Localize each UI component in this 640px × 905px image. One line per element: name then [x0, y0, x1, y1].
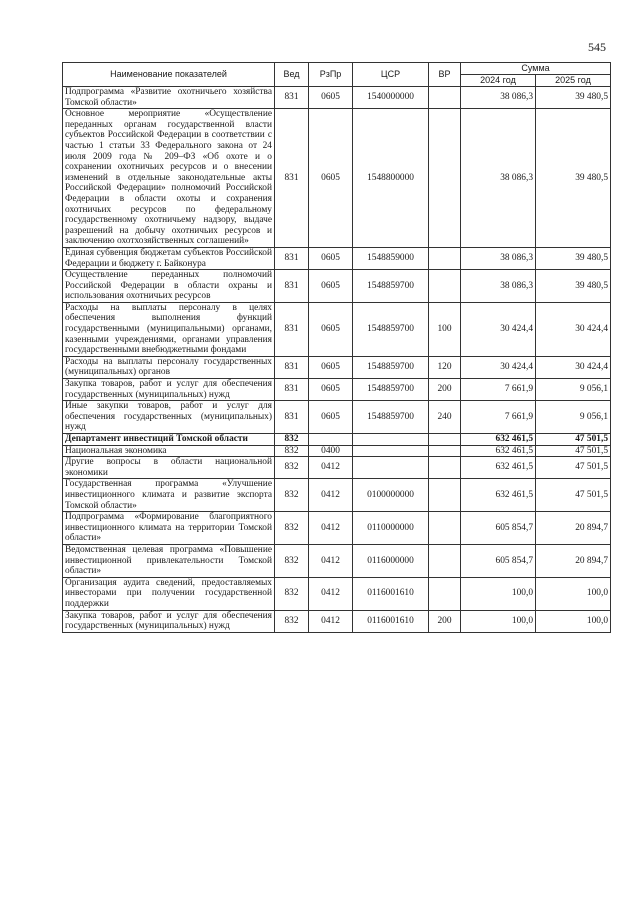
row-rzpr: 0412: [309, 512, 353, 545]
row-csr: 1548859700: [353, 379, 429, 401]
budget-table: [62, 62, 611, 633]
row-rzpr: 0412: [309, 577, 353, 610]
row-ved: 831: [275, 247, 309, 269]
row-name: Подпрограмма «Развитие охотничьего хозяйства Томской области»: [63, 87, 275, 109]
row-name: Подпрограмма «Формирование благоприятного инвестиционного климата на территории Томской области»: [63, 512, 275, 545]
row-sum-2024: 30 424,4: [461, 356, 536, 378]
row-rzpr: 0412: [309, 610, 353, 632]
table-row: [63, 457, 611, 479]
row-name: Другие вопросы в области национальной экономики: [63, 457, 275, 479]
row-name: Организация аудита сведений, предоставляемых инвесторами при получении государственной поддержки: [63, 577, 275, 610]
row-ved: 832: [275, 577, 309, 610]
row-sum-2025: 100,0: [536, 610, 611, 632]
table-row: [63, 302, 611, 356]
row-ved: 832: [275, 434, 309, 446]
row-sum-2024: 38 086,3: [461, 109, 536, 248]
row-sum-2025: 9 056,1: [536, 401, 611, 434]
table-row: [63, 247, 611, 269]
row-rzpr: 0605: [309, 87, 353, 109]
row-vr: [429, 434, 461, 446]
table-row: [63, 544, 611, 577]
row-rzpr: 0605: [309, 247, 353, 269]
row-sum-2024: 632 461,5: [461, 479, 536, 512]
row-vr: [429, 247, 461, 269]
row-csr: 1548859700: [353, 401, 429, 434]
row-ved: 832: [275, 544, 309, 577]
row-sum-2024: 38 086,3: [461, 270, 536, 303]
table-body: [63, 87, 611, 633]
row-sum-2024: 30 424,4: [461, 302, 536, 356]
row-rzpr: 0605: [309, 401, 353, 434]
row-sum-2024: 632 461,5: [461, 434, 536, 446]
row-sum-2024: 38 086,3: [461, 247, 536, 269]
row-rzpr: 0605: [309, 356, 353, 378]
row-ved: 832: [275, 479, 309, 512]
row-name: Расходы на выплаты персоналу в целях обеспечения выполнения функций государственными (муниципальными) органами, казенными учреждениями, органами управления государственными внебюджетными фондами: [63, 302, 275, 356]
row-sum-2024: 605 854,7: [461, 512, 536, 545]
row-rzpr: [309, 434, 353, 446]
row-csr: 0100000000: [353, 479, 429, 512]
row-sum-2024: 7 661,9: [461, 401, 536, 434]
row-ved: 831: [275, 401, 309, 434]
table-row: [63, 379, 611, 401]
row-vr: 100: [429, 302, 461, 356]
row-ved: 831: [275, 87, 309, 109]
row-sum-2024: 7 661,9: [461, 379, 536, 401]
row-sum-2025: 39 480,5: [536, 109, 611, 248]
row-vr: 200: [429, 610, 461, 632]
table-row: [63, 434, 611, 446]
row-rzpr: 0605: [309, 109, 353, 248]
row-sum-2025: 20 894,7: [536, 512, 611, 545]
row-csr: [353, 457, 429, 479]
header-year-2025: 2025 год: [536, 75, 611, 87]
row-sum-2024: 100,0: [461, 610, 536, 632]
row-sum-2025: 47 501,5: [536, 457, 611, 479]
row-sum-2024: 632 461,5: [461, 445, 536, 457]
row-name: Единая субвенция бюджетам субъектов Российской Федерации и бюджету г. Байконура: [63, 247, 275, 269]
header-csr: ЦСР: [353, 63, 429, 87]
row-sum-2025: 30 424,4: [536, 302, 611, 356]
row-csr: 1548859000: [353, 247, 429, 269]
table-row: [63, 577, 611, 610]
row-sum-2025: 30 424,4: [536, 356, 611, 378]
row-vr: [429, 445, 461, 457]
table-row: [63, 479, 611, 512]
row-csr: 0116001610: [353, 577, 429, 610]
row-name: Осуществление переданных полномочий Российской Федерации в области охраны и использования охотничьих ресурсов: [63, 270, 275, 303]
row-csr: [353, 445, 429, 457]
row-rzpr: 0412: [309, 457, 353, 479]
row-vr: 200: [429, 379, 461, 401]
row-sum-2025: 39 480,5: [536, 270, 611, 303]
header-ved: Вед: [275, 63, 309, 87]
table-row: [63, 109, 611, 248]
row-name: Ведомственная целевая программа «Повышение инвестиционной привлекательности Томской области»: [63, 544, 275, 577]
row-rzpr: 0605: [309, 302, 353, 356]
row-sum-2025: 100,0: [536, 577, 611, 610]
table-row: [63, 512, 611, 545]
row-rzpr: 0412: [309, 479, 353, 512]
table-header: [63, 63, 611, 87]
row-csr: 0110000000: [353, 512, 429, 545]
row-csr: 1548859700: [353, 356, 429, 378]
header-year-2024: 2024 год: [461, 75, 536, 87]
row-vr: [429, 87, 461, 109]
row-csr: 0116001610: [353, 610, 429, 632]
header-name: Наименование показателей: [63, 63, 275, 87]
row-rzpr: 0605: [309, 379, 353, 401]
row-name: Закупка товаров, работ и услуг для обеспечения государственных (муниципальных) нужд: [63, 610, 275, 632]
row-ved: 831: [275, 356, 309, 378]
row-sum-2025: 20 894,7: [536, 544, 611, 577]
row-name: Иные закупки товаров, работ и услуг для обеспечения государственных (муниципальных) нужд: [63, 401, 275, 434]
row-ved: 832: [275, 610, 309, 632]
row-sum-2024: 632 461,5: [461, 457, 536, 479]
row-sum-2025: 39 480,5: [536, 87, 611, 109]
row-name: Расходы на выплаты персоналу государственных (муниципальных) органов: [63, 356, 275, 378]
row-vr: [429, 457, 461, 479]
row-sum-2025: 9 056,1: [536, 379, 611, 401]
row-ved: 831: [275, 302, 309, 356]
row-ved: 832: [275, 445, 309, 457]
row-name: Закупка товаров, работ и услуг для обеспечения государственных (муниципальных) нужд: [63, 379, 275, 401]
row-sum-2025: 47 501,5: [536, 434, 611, 446]
header-vr: ВР: [429, 63, 461, 87]
row-vr: [429, 512, 461, 545]
row-sum-2025: 39 480,5: [536, 247, 611, 269]
table-row: [63, 270, 611, 303]
row-sum-2025: 47 501,5: [536, 445, 611, 457]
row-vr: [429, 577, 461, 610]
row-rzpr: 0412: [309, 544, 353, 577]
row-sum-2024: 38 086,3: [461, 87, 536, 109]
table-row: [63, 401, 611, 434]
row-csr: [353, 434, 429, 446]
row-rzpr: 0605: [309, 270, 353, 303]
row-csr: 1548859700: [353, 302, 429, 356]
row-csr: 1548800000: [353, 109, 429, 248]
table-row: [63, 445, 611, 457]
header-sum: Сумма: [461, 63, 611, 75]
row-csr: 0116000000: [353, 544, 429, 577]
row-sum-2024: 100,0: [461, 577, 536, 610]
row-vr: 240: [429, 401, 461, 434]
row-csr: 1540000000: [353, 87, 429, 109]
row-vr: [429, 109, 461, 248]
row-ved: 831: [275, 270, 309, 303]
row-name: Департамент инвестиций Томской области: [63, 434, 275, 446]
row-ved: 831: [275, 109, 309, 248]
table-row: [63, 87, 611, 109]
header-rzpr: РзПр: [309, 63, 353, 87]
row-vr: 120: [429, 356, 461, 378]
row-ved: 831: [275, 379, 309, 401]
row-csr: 1548859700: [353, 270, 429, 303]
row-ved: 832: [275, 457, 309, 479]
row-vr: [429, 270, 461, 303]
row-vr: [429, 479, 461, 512]
row-name: Национальная экономика: [63, 445, 275, 457]
row-name: Государственная программа «Улучшение инвестиционного климата и развитие экспорта Томской области»: [63, 479, 275, 512]
row-sum-2025: 47 501,5: [536, 479, 611, 512]
table-row: [63, 356, 611, 378]
table-row: [63, 610, 611, 632]
row-ved: 832: [275, 512, 309, 545]
row-rzpr: 0400: [309, 445, 353, 457]
row-sum-2024: 605 854,7: [461, 544, 536, 577]
row-vr: [429, 544, 461, 577]
row-name: Основное мероприятие «Осуществление переданных органам государственной власти субъектов Российской Федерации в соответствии с частью 1 статьи 33 Федерального закона от 24 июля 2009 года № 209–ФЗ «Об охоте и о сохранении охотничьих ресурсов и о внесении изменений в отдельные законодательные акты Российской Федерации» полномочий Российской Федерации в области охоты и сохранения охотничьих ресурсов по федеральному государственному охотничьему надзору, выдаче разрешений на добычу охотничьих ресурсов и заключению охотхозяйственных соглашений»: [63, 109, 275, 248]
page-number: 545: [588, 40, 606, 54]
